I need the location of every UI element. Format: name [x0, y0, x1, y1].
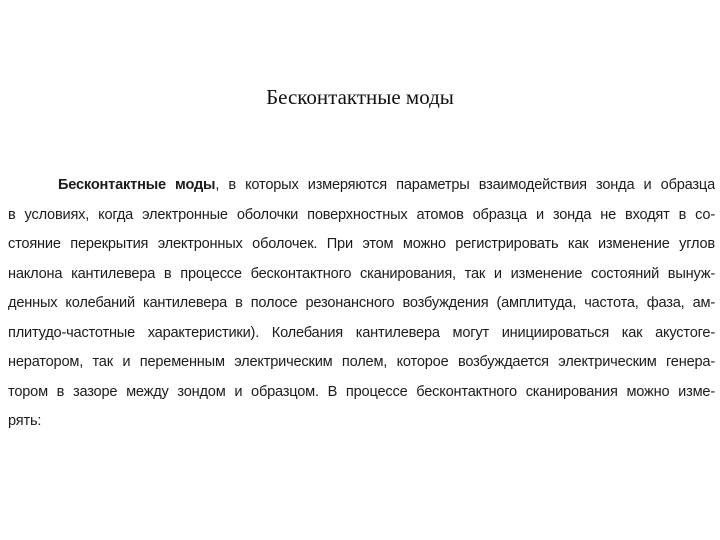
paragraph-line: нератором, так и переменным электрическим полем, которое возбуждается электрическим генера-: [8, 354, 715, 370]
line-text: , в которых измеряются параметры взаимодействия зонда и образца: [215, 177, 715, 193]
body-paragraph: [8, 171, 715, 437]
paragraph-line: плитудо-частотные характеристики). Колебания кантилевера могут инициироваться как акустоге-: [8, 324, 715, 341]
slide-title: Бесконтактные моды: [266, 85, 454, 109]
paragraph-line: денных колебаний кантилевера в полосе резонансного возбуждения (амплитуда, частота, фаза, ам-: [8, 295, 715, 311]
paragraph-line: [8, 171, 715, 201]
paragraph-line: стояние перекрытия электронных оболочек. При этом можно регистрировать как изменение углов: [8, 236, 715, 252]
paragraph-line: тором в зазоре между зондом и образцом. В процессе бесконтактного сканирования можно изме-: [8, 383, 715, 400]
paragraph-line: рять:: [8, 413, 42, 429]
lead-term: Бесконтактные моды: [58, 177, 216, 193]
paragraph-line: наклона кантилевера в процессе бесконтактного сканирования, так и изменение состояний вынуж-: [8, 265, 715, 282]
paragraph-line: в условиях, когда электронные оболочки поверхностных атомов образца и зонда не входят в со-: [8, 206, 715, 223]
